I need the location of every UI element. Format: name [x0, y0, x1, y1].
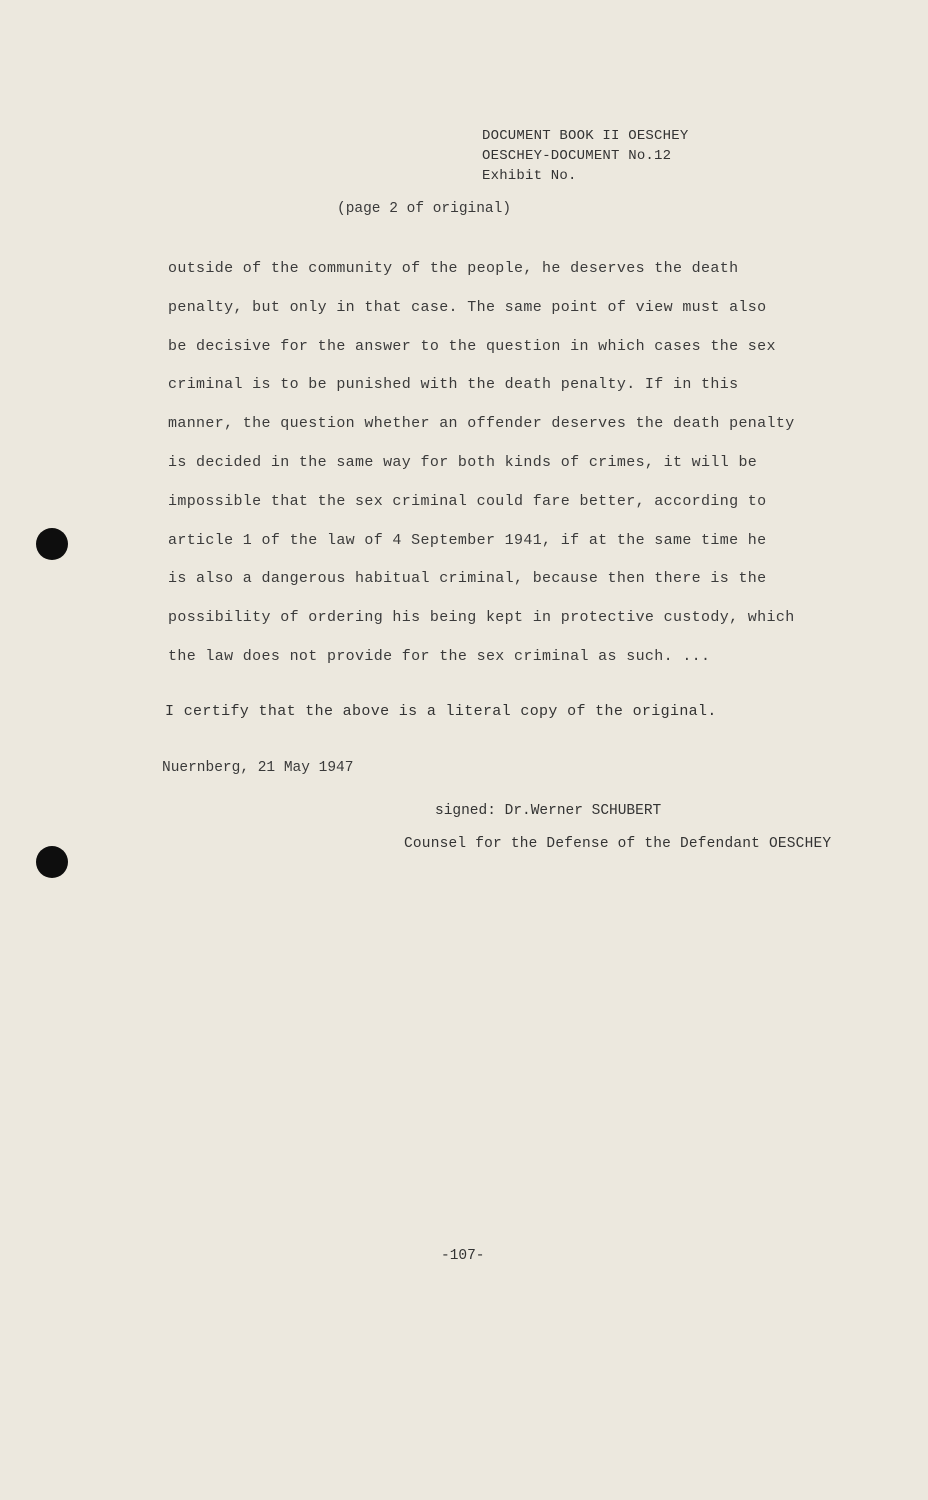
place-date: Nuernberg, 21 May 1947 [162, 760, 354, 776]
body-line: be decisive for the answer to the question in which cases the sex [168, 337, 776, 355]
body-line: the law does not provide for the sex criminal as such. ... [168, 647, 711, 665]
body-line: criminal is to be punished with the death penalty. If in this [168, 376, 739, 394]
signature-line: signed: Dr.Werner SCHUBERT [435, 803, 662, 819]
body-line: manner, the question whether an offender deserves the death penalty [168, 415, 795, 433]
exhibit-line: Exhibit No. [482, 168, 577, 184]
body-line: is decided in the same way for both kinds of crimes, it will be [168, 453, 758, 471]
body-line: outside of the community of the people, he deserves the death [168, 260, 739, 277]
body-line: possibility of ordering his being kept in protective custody, which [168, 609, 795, 627]
body-text [168, 257, 828, 684]
document-number-line: OESCHEY-DOCUMENT No.12 [482, 148, 672, 164]
counsel-line: Counsel for the Defense of the Defendant OESCHEY [404, 836, 832, 852]
page-number: -107- [441, 1248, 485, 1264]
document-book-line: DOCUMENT BOOK II OESCHEY [482, 128, 689, 144]
original-page-note: (page 2 of original) [337, 201, 512, 217]
body-line: impossible that the sex criminal could fare better, according to [168, 492, 767, 510]
punch-hole-lower [36, 846, 68, 878]
punch-hole-upper [36, 528, 68, 560]
body-line: is also a dangerous habitual criminal, because then there is the [168, 570, 767, 588]
certification-statement: I certify that the above is a literal copy of the original. [165, 703, 717, 720]
body-line: penalty, but only in that case. The same point of view must also [168, 298, 767, 316]
document-header [482, 126, 688, 186]
body-line: article 1 of the law of 4 September 1941, if at the same time he [168, 531, 767, 549]
